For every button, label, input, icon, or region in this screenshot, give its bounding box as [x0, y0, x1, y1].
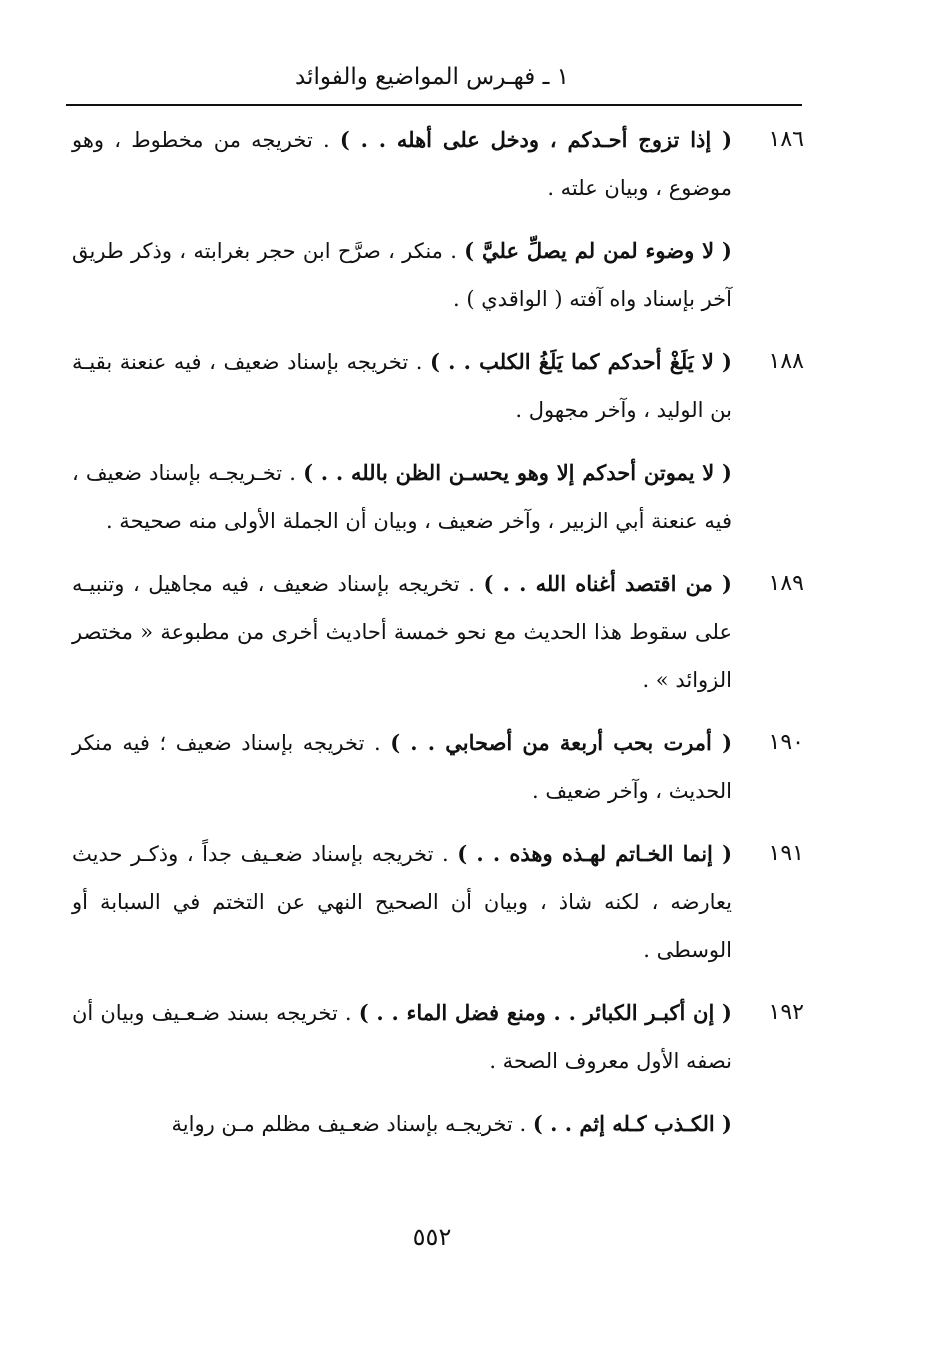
index-entry: [60, 116, 804, 212]
entry-number: ١٨٦: [768, 127, 804, 152]
entry-text: [72, 1100, 732, 1148]
entry-number: ١٨٩: [768, 571, 804, 596]
hadith-quote: ( إذا تزوج أحـدكم ، ودخل على أهله . . ): [339, 127, 733, 152]
index-entry: [60, 560, 804, 704]
index-entry: [60, 1100, 804, 1148]
index-entries: [60, 116, 804, 1163]
entry-number: ١٩٢: [768, 1000, 804, 1025]
index-entry: [60, 989, 804, 1085]
page-number: ٥٥٢: [412, 1223, 452, 1251]
entry-text: [72, 830, 732, 974]
hadith-quote: ( لا وضوء لمن لم يصلِّ عليَّ ): [464, 238, 732, 263]
entry-commentary: . تخريجه بإسناد ضعيف ، فيه مجاهيل ، وتنبيـه على سقوط هذا الحديث مع نحو خمسة أحاديث أخرى من مطبوعة « مختصر الزوائد » .: [72, 572, 732, 692]
entry-commentary: . منكر ، صرَّح ابن حجر بغرابته ، وذكر طريق آخر بإسناد واه آفته ( الواقدي ) .: [72, 239, 732, 311]
running-header: ١ ـ فهـرس المواضيع والفوائد: [294, 64, 569, 90]
entry-commentary: . تخريجه بإسناد ضعيف ؛ فيه منكر الحديث ، وآخر ضعيف .: [72, 731, 732, 803]
hadith-quote: ( من اقتصد أغناه الله . . ): [483, 571, 732, 596]
hadith-quote: ( لا يموتن أحدكم إلا وهو يحسـن الظن بالله . . ): [303, 460, 732, 485]
entry-commentary: . تخريجـه بإسناد ضعـيف مظلم مـن رواية: [171, 1112, 533, 1136]
entry-number: ١٨٨: [768, 349, 804, 374]
entry-text: [72, 560, 732, 704]
entry-commentary: . تخريجه بسند ضـعـيف وبيان أن نصفه الأول معروف الصحة .: [72, 1001, 732, 1073]
entry-commentary: . تخـريجـه بإسناد ضعيف ، فيه عنعنة أبي الزبير ، وآخر ضعيف ، وبيان أن الجملة الأولى منه صحيحة .: [72, 461, 732, 533]
index-entry: [60, 227, 804, 323]
index-entry: [60, 719, 804, 815]
hadith-quote: ( إنما الخـاتم لهـذه وهذه . . ): [457, 841, 733, 866]
index-entry: [60, 449, 804, 545]
index-entry: [60, 830, 804, 974]
header-rule: [66, 104, 802, 106]
entry-number: ١٩٠: [768, 730, 804, 755]
index-entry: [60, 338, 804, 434]
hadith-quote: ( أمرت بحب أربعة من أصحابي . . ): [390, 730, 733, 755]
entry-number: ١٩١: [768, 841, 804, 866]
hadith-quote: ( لا يَلَغْ أحدكم كما يَلَغُ الكلب . . ): [430, 349, 732, 374]
hadith-quote: ( الكـذب كـله إثم . . ): [532, 1111, 732, 1136]
entry-text: [72, 719, 732, 815]
entry-text: [72, 227, 732, 323]
entry-commentary: . تخريجه بإسناد ضعيف ، فيه عنعنة بقيـة بن الوليد ، وآخر مجهول .: [72, 350, 732, 422]
entry-text: [72, 449, 732, 545]
entry-text: [72, 338, 732, 434]
entry-text: [72, 989, 732, 1085]
entry-commentary: . تخريجه من مخطوط ، وهو موضوع ، وبيان علته .: [72, 128, 732, 200]
entry-text: [72, 116, 732, 212]
entry-commentary: . تخريجه بإسناد ضعـيف جداً ، وذكـر حديث يعارضه ، لكنه شاذ ، وبيان أن الصحيح النهي عن التختم في السبابة أو الوسطى .: [72, 842, 732, 962]
hadith-quote: ( إن أكبـر الكبائر . . ومنع فضل الماء . . ): [358, 1000, 732, 1025]
